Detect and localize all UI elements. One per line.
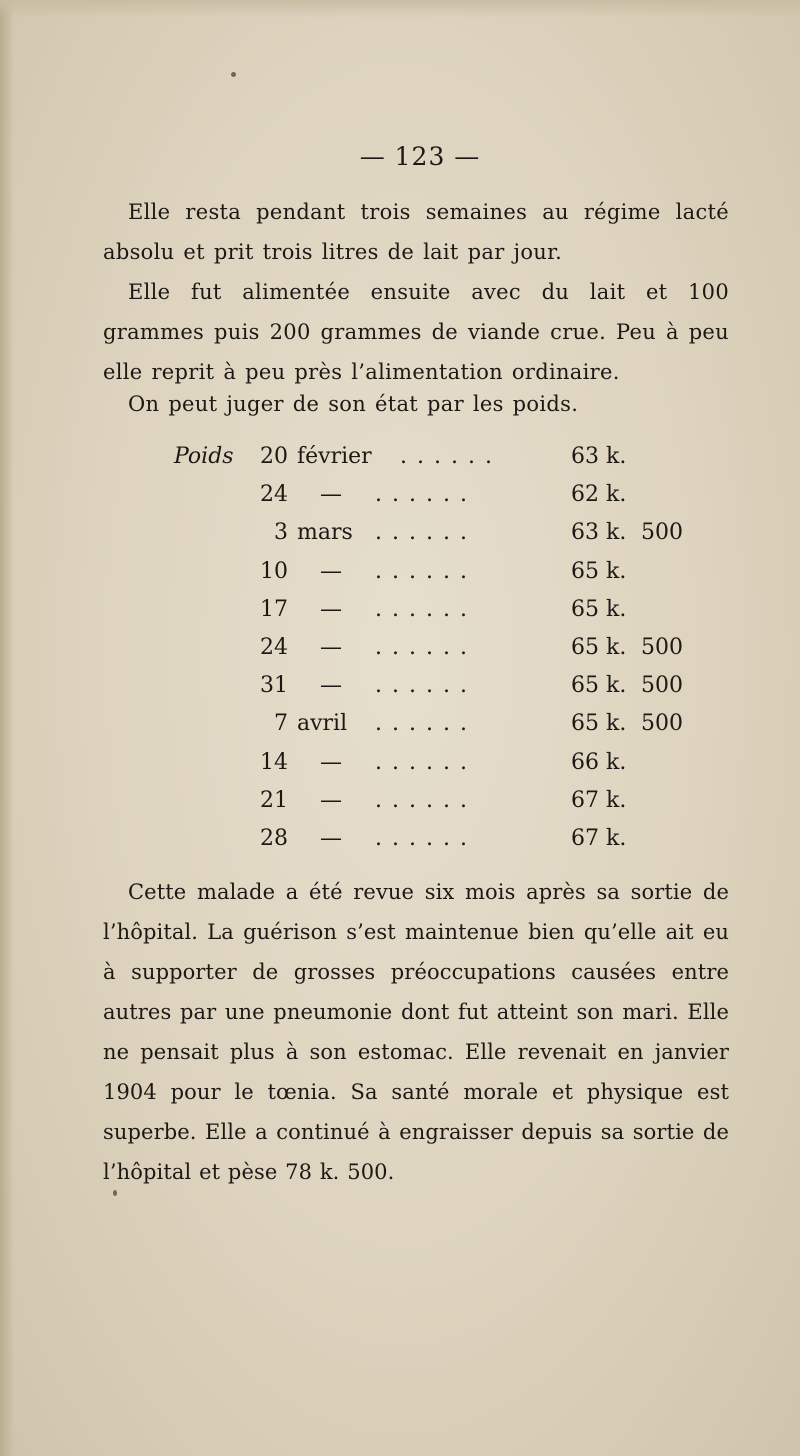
weight-row [0,629,800,667]
weight-day: 14 [260,750,288,775]
weight-month: mars [297,520,353,545]
paragraph-alimentation: Elle fut alimentée ensuite avec du lait et 100 grammes puis 200 grammes de viande crue. Peu à peu elle reprit à peu près l’alimentation ordinaire. [103,280,729,384]
weight-value: 67 k. [571,826,627,851]
weight-day: 10 [260,559,288,584]
leader-dots: ...... [375,635,477,660]
leader-dots: ...... [375,597,477,622]
weight-table-label: Poids [174,444,234,469]
leader-dots: ...... [375,482,477,507]
weight-month: — [320,826,342,851]
weight-month: — [320,635,342,660]
weight-day: 24 [260,635,288,660]
weight-value: 65 k. [571,711,627,736]
weight-day: 7 [274,711,288,736]
weight-value: 62 k. [571,482,627,507]
weight-month: — [320,788,342,813]
weight-month: — [320,559,342,584]
weight-value: 65 k. [571,559,627,584]
weight-row [0,782,800,820]
paragraph-poids-intro: On peut juger de son état par les poids. [128,392,579,416]
weight-row [0,820,800,858]
weight-row [0,667,800,705]
weight-row [0,744,800,782]
weight-day: 24 [260,482,288,507]
ink-speck [231,72,236,77]
weight-day: 20 [260,444,288,469]
weight-month: février [297,444,372,469]
leader-dots: ...... [400,444,502,469]
weight-value: 65 k. [571,597,627,622]
leader-dots: ...... [375,788,477,813]
weight-row [0,705,800,743]
weight-grams: 500 [641,635,683,660]
leader-dots: ...... [375,673,477,698]
leader-dots: ...... [375,520,477,545]
weight-row [0,514,800,552]
weight-value: 65 k. [571,635,627,660]
leader-dots: ...... [375,750,477,775]
weight-day: 21 [260,788,288,813]
weight-month: avril [297,711,348,736]
weight-row [0,476,800,514]
leader-dots: ...... [375,711,477,736]
leader-dots: ...... [375,559,477,584]
weight-day: 17 [260,597,288,622]
weight-month: — [320,673,342,698]
weight-day: 3 [274,520,288,545]
weight-grams: 500 [641,711,683,736]
paragraph-regime: Elle resta pendant trois semaines au régime lacté absolu et prit trois litres de lait par jour. [103,200,729,264]
weight-value: 63 k. [571,444,627,469]
paragraph-follow-up: Cette malade a été revue six mois après sa sortie de l’hôpital. La guérison s’est maintenue bien qu’elle ait eu à supporter de grosses préoccupations causées entre autres par une pneumonie dont fut atteint son mari. Elle ne pensait plus à son estomac. Elle revenait en janvier 1904 pour le tœnia. Sa santé morale et physique est superbe. Elle a continué à engraisser depuis sa sortie de l’hôpital et pèse 78 k. 500. [103,880,729,1184]
page-number: — 123 — [359,142,481,171]
weight-day: 28 [260,826,288,851]
weight-value: 67 k. [571,788,627,813]
weight-grams: 500 [641,673,683,698]
weight-month: — [320,597,342,622]
leader-dots: ...... [375,826,477,851]
weight-row [0,553,800,591]
weight-table [0,438,800,858]
weight-value: 63 k. [571,520,627,545]
weight-value: 66 k. [571,750,627,775]
weight-row [0,591,800,629]
weight-day: 31 [260,673,288,698]
weight-row [0,438,800,476]
page-top-shadow [0,0,800,18]
weight-grams: 500 [641,520,683,545]
weight-month: — [320,750,342,775]
weight-month: — [320,482,342,507]
weight-value: 65 k. [571,673,627,698]
